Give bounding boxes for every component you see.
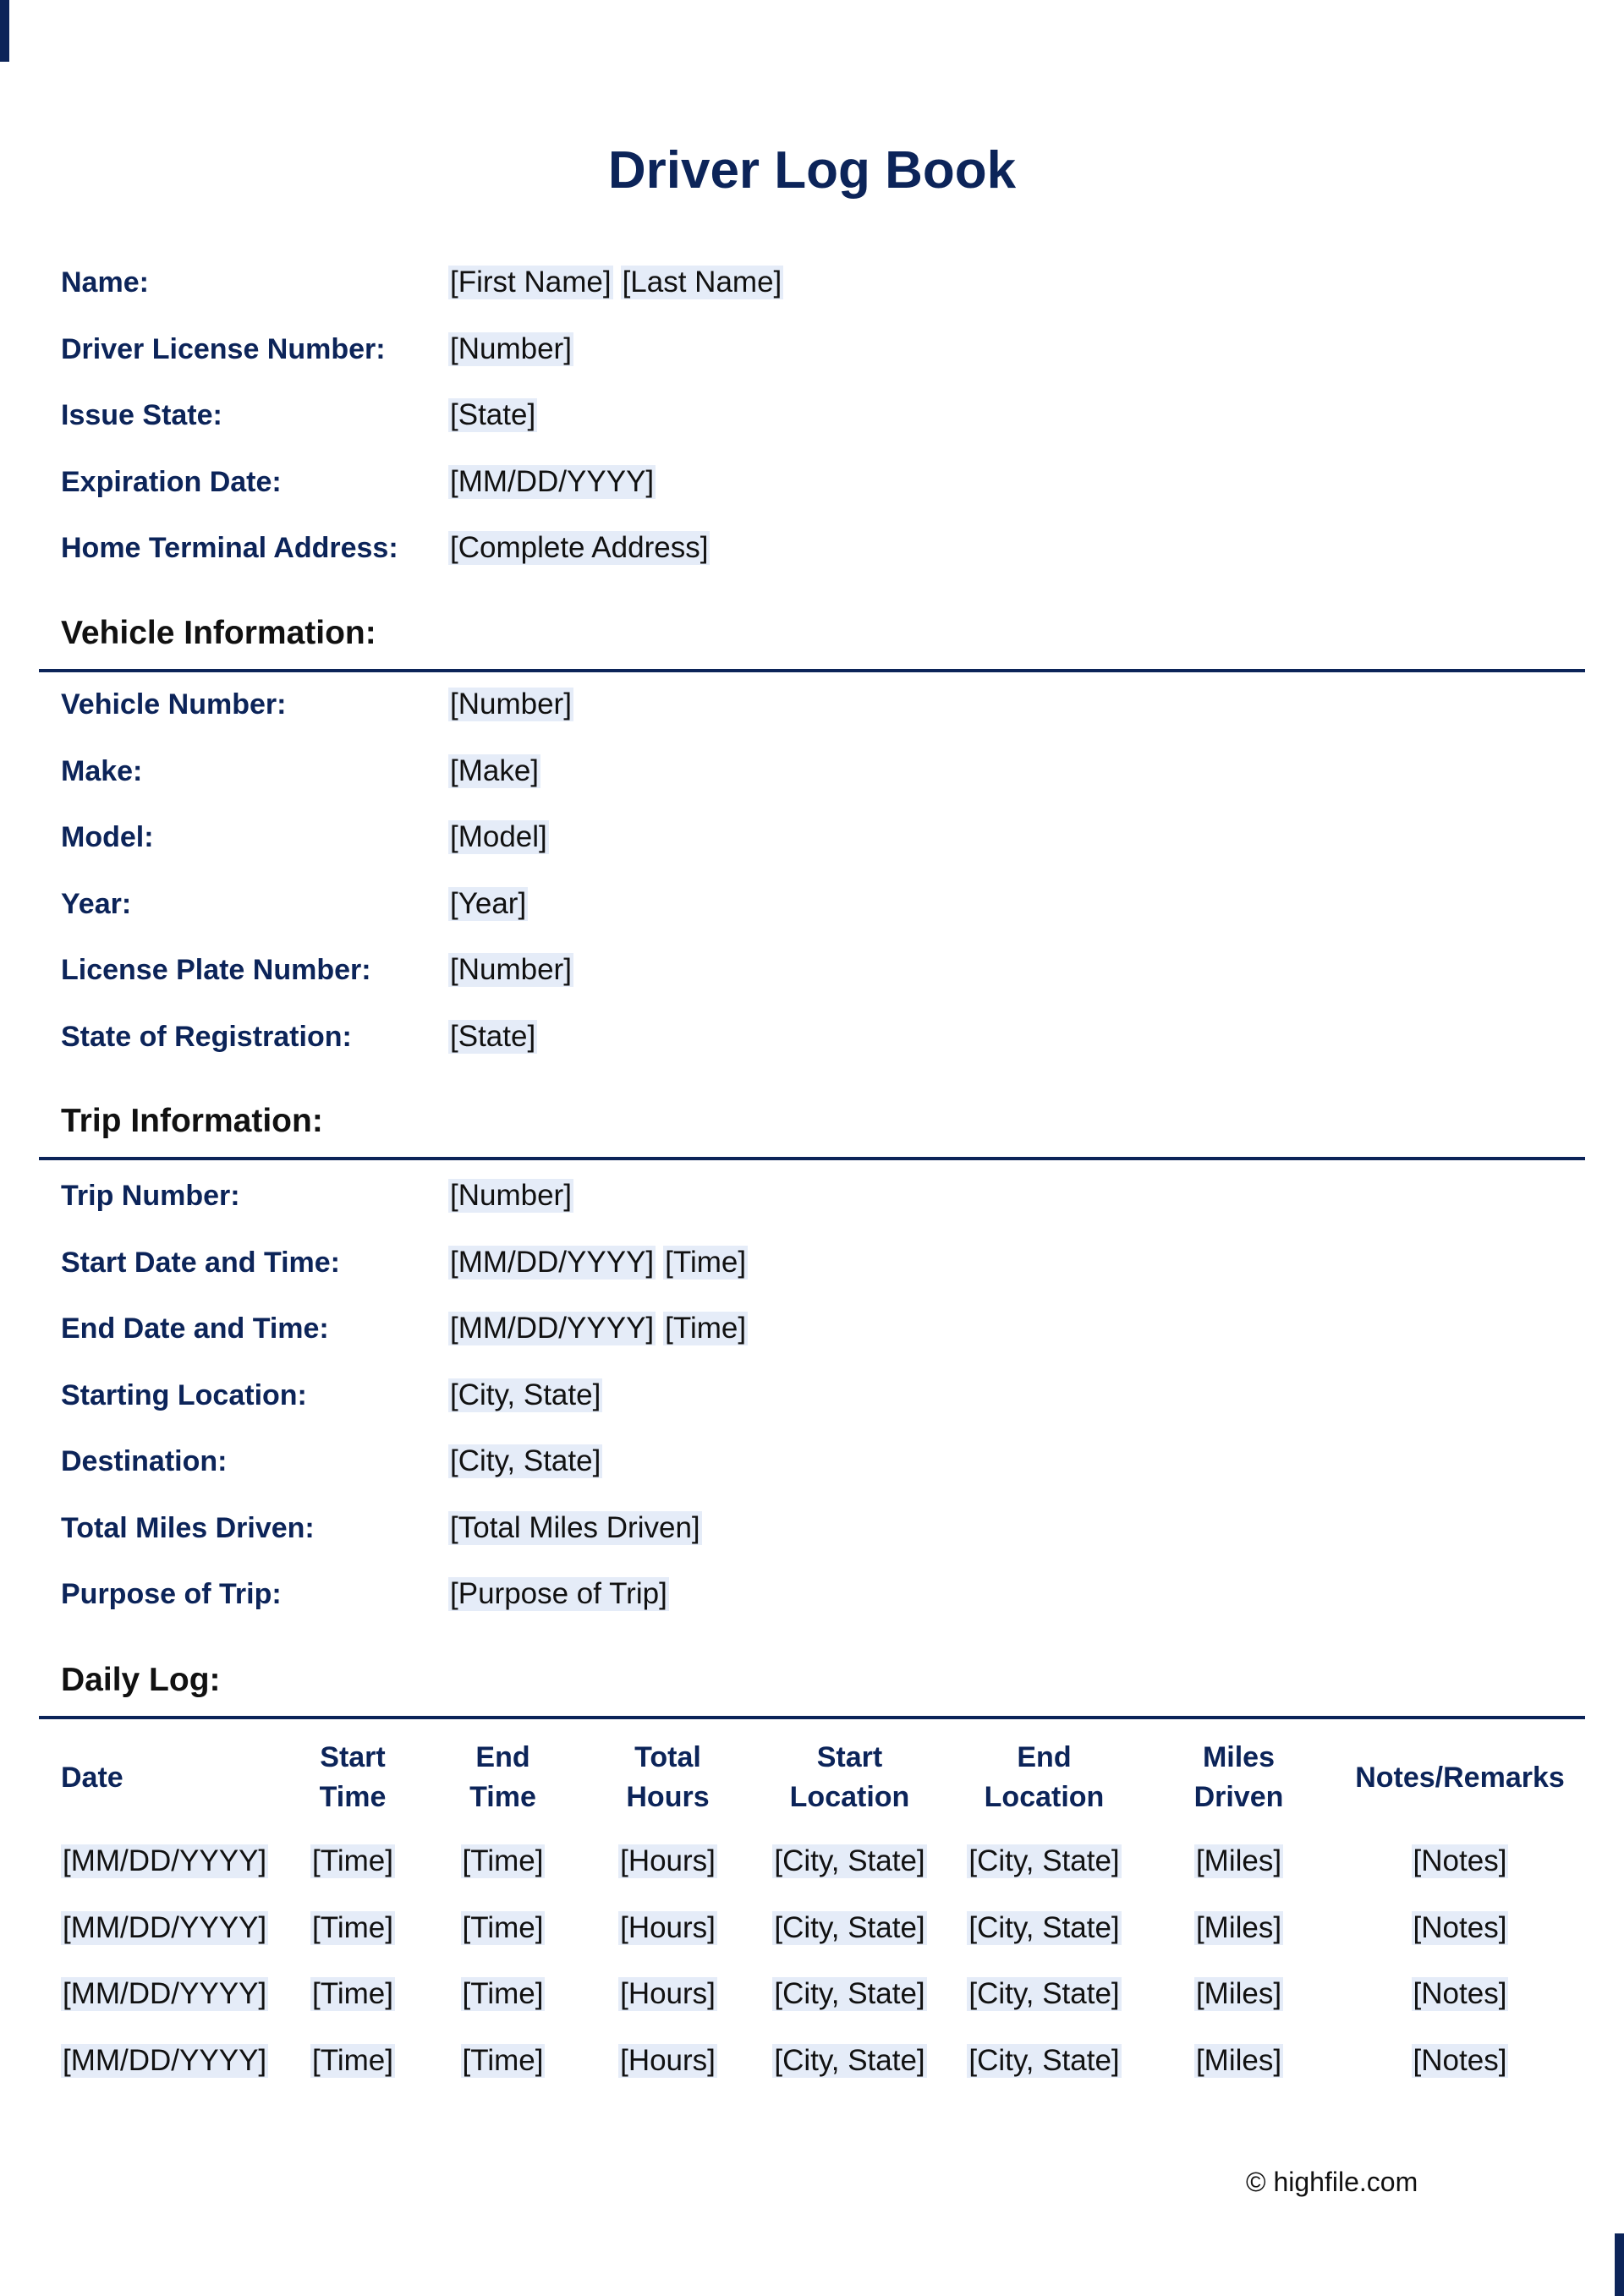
placeholder-field[interactable]: [City, State]: [968, 1844, 1120, 1877]
field-label: Name:: [61, 266, 149, 299]
placeholder-field[interactable]: [Hours]: [620, 1910, 716, 1944]
field-label: Home Terminal Address:: [61, 532, 398, 564]
field-values: [448, 266, 791, 299]
placeholder-field[interactable]: [Total Miles Driven]: [450, 1510, 700, 1544]
log-cell: [1347, 1840, 1573, 1882]
daily-log-heading: Daily Log:: [61, 1662, 221, 1698]
log-column-header-end-time: End Time: [469, 1741, 536, 1813]
field-values: [448, 1312, 755, 1345]
field-values: [448, 820, 557, 854]
log-cell: [294, 1907, 412, 1949]
field-label: Destination:: [61, 1445, 228, 1477]
page-title: Driver Log Book: [607, 141, 1017, 200]
placeholder-field[interactable]: [Notes]: [1413, 1910, 1507, 1944]
driver-field-name: [61, 261, 1583, 304]
placeholder-field[interactable]: [Time]: [665, 1245, 747, 1279]
vehicle-field-vehicle-number: [61, 683, 1583, 726]
log-cell: [442, 2040, 564, 2082]
log-cell: [61, 1907, 281, 1949]
field-values: [448, 688, 581, 721]
log-cell: [767, 1840, 932, 1882]
driver-field-issue-state: [61, 394, 1583, 436]
log-column-header-end-location: End Location: [984, 1741, 1105, 1813]
field-values: [448, 465, 663, 499]
trip-field-starting-location: [61, 1374, 1583, 1417]
field-label: Purpose of Trip:: [61, 1578, 282, 1610]
placeholder-field[interactable]: [Time]: [312, 1844, 393, 1877]
field-label: Start Date and Time:: [61, 1246, 341, 1279]
trip-field-destination: [61, 1440, 1583, 1482]
log-column-header-miles-driven: Miles Driven: [1193, 1741, 1284, 1813]
vehicle-section-heading: Vehicle Information:: [61, 615, 376, 651]
field-label: Total Miles Driven:: [61, 1511, 315, 1544]
placeholder-field[interactable]: [Miles]: [1195, 2043, 1282, 2077]
log-cell: [767, 1907, 932, 1949]
trip-section-heading: Trip Information:: [61, 1103, 323, 1139]
vehicle-field-make: [61, 750, 1583, 792]
log-cell: [1347, 2040, 1573, 2082]
field-label: Starting Location:: [61, 1378, 307, 1411]
vehicle-field-state-of-registration: [61, 1016, 1583, 1058]
field-values: [448, 887, 535, 921]
trip-field-trip-number: [61, 1175, 1583, 1217]
field-values: [448, 332, 581, 366]
placeholder-field[interactable]: [MM/DD/YYYY]: [450, 1245, 655, 1279]
log-cell: [957, 1907, 1131, 1949]
placeholder-field[interactable]: [First Name]: [450, 266, 612, 299]
placeholder-field[interactable]: [City, State]: [774, 1844, 925, 1877]
placeholder-field[interactable]: [Miles]: [1195, 1844, 1282, 1877]
field-label: State of Registration:: [61, 1020, 352, 1053]
log-cell: [1347, 1973, 1573, 2015]
field-label: Make:: [61, 754, 143, 787]
placeholder-field[interactable]: [Purpose of Trip]: [450, 1577, 667, 1610]
placeholder-field[interactable]: [Year]: [450, 886, 527, 920]
placeholder-field[interactable]: [Model]: [450, 820, 547, 853]
placeholder-field[interactable]: [Notes]: [1413, 1844, 1507, 1877]
trip-field-end-date-and-time: [61, 1307, 1583, 1350]
placeholder-field[interactable]: [MM/DD/YYYY]: [63, 1977, 267, 2010]
log-cell: [598, 1840, 738, 1882]
field-label: License Plate Number:: [61, 954, 371, 986]
copyright-footer: © highfile.com: [1246, 2167, 1418, 2197]
placeholder-field[interactable]: [City, State]: [450, 1444, 601, 1477]
field-values: [448, 1246, 755, 1280]
vehicle-field-model: [61, 816, 1583, 858]
accent-bar-top: [0, 0, 9, 62]
log-column-header-notes-remarks: Notes/Remarks: [1355, 1761, 1565, 1794]
accent-bar-bottom: [1615, 2233, 1624, 2296]
field-label: Driver License Number:: [61, 332, 386, 365]
placeholder-field[interactable]: [MM/DD/YYYY]: [450, 1312, 655, 1345]
placeholder-field[interactable]: [Hours]: [620, 2043, 716, 2077]
field-values: [448, 953, 581, 987]
placeholder-field[interactable]: [Miles]: [1195, 1910, 1282, 1944]
log-cell: [442, 1973, 564, 2015]
field-values: [448, 1378, 610, 1412]
placeholder-field[interactable]: [City, State]: [968, 1977, 1120, 2010]
placeholder-field[interactable]: [MM/DD/YYYY]: [63, 1910, 267, 1944]
placeholder-field[interactable]: [Hours]: [620, 1977, 716, 2010]
log-cell: [1169, 1907, 1309, 1949]
log-cell: [598, 2040, 738, 2082]
placeholder-field[interactable]: [State]: [450, 1019, 536, 1053]
field-label: End Date and Time:: [61, 1312, 329, 1345]
placeholder-field[interactable]: [Number]: [450, 332, 572, 365]
log-column-header-total-hours: Total Hours: [626, 1741, 710, 1813]
log-cell: [61, 1973, 281, 2015]
placeholder-field[interactable]: [Time]: [312, 2043, 393, 2077]
placeholder-field[interactable]: [Notes]: [1413, 1977, 1507, 2010]
placeholder-field[interactable]: [City, State]: [774, 2043, 925, 2077]
placeholder-field[interactable]: [Time]: [462, 1977, 544, 2010]
log-cell: [1169, 1840, 1309, 1882]
placeholder-field[interactable]: [Miles]: [1195, 1977, 1282, 2010]
placeholder-field[interactable]: [Number]: [450, 1179, 572, 1212]
placeholder-field[interactable]: [State]: [450, 398, 536, 431]
placeholder-field[interactable]: [City, State]: [968, 2043, 1120, 2077]
daily-log-divider: [39, 1716, 1585, 1719]
field-label: Expiration Date:: [61, 465, 282, 498]
placeholder-field[interactable]: [Make]: [450, 753, 540, 787]
field-values: [448, 1020, 545, 1054]
log-cell: [957, 1973, 1131, 2015]
placeholder-field[interactable]: [MM/DD/YYYY]: [63, 1844, 267, 1877]
placeholder-field[interactable]: [Number]: [450, 688, 572, 721]
placeholder-field[interactable]: [Last Name]: [622, 266, 782, 299]
field-values: [448, 1511, 710, 1545]
placeholder-field[interactable]: [Time]: [312, 1910, 393, 1944]
log-cell: [61, 1840, 281, 1882]
log-cell: [598, 1907, 738, 1949]
field-values: [448, 1444, 610, 1478]
vehicle-section-divider: [39, 669, 1585, 672]
vehicle-field-year: [61, 883, 1583, 925]
log-cell: [767, 1973, 932, 2015]
placeholder-field[interactable]: [Time]: [462, 2043, 544, 2077]
field-values: [448, 398, 545, 432]
placeholder-field[interactable]: [Notes]: [1413, 2043, 1507, 2077]
log-column-header-date: Date: [61, 1761, 123, 1794]
placeholder-field[interactable]: [City, State]: [774, 1977, 925, 2010]
log-cell: [598, 1973, 738, 2015]
placeholder-field[interactable]: [Time]: [462, 1844, 544, 1877]
placeholder-field[interactable]: [MM/DD/YYYY]: [63, 2043, 267, 2077]
log-cell: [767, 2040, 932, 2082]
field-values: [448, 754, 548, 788]
placeholder-field[interactable]: [MM/DD/YYYY]: [450, 464, 655, 498]
placeholder-field[interactable]: [Complete Address]: [450, 531, 709, 564]
field-label: Model:: [61, 821, 154, 853]
log-cell: [294, 1840, 412, 1882]
log-cell: [442, 1907, 564, 1949]
field-label: Issue State:: [61, 399, 222, 431]
driver-field-driver-license-number: [61, 328, 1583, 370]
trip-section-divider: [39, 1157, 1585, 1160]
vehicle-field-license-plate-number: [61, 949, 1583, 991]
field-label: Year:: [61, 887, 132, 920]
log-column-header-start-location: Start Location: [789, 1741, 910, 1813]
log-cell: [294, 1973, 412, 2015]
placeholder-field[interactable]: [Time]: [665, 1312, 747, 1345]
driver-field-home-terminal-address: [61, 527, 1583, 569]
field-label: Vehicle Number:: [61, 688, 287, 721]
placeholder-field[interactable]: [City, State]: [968, 1910, 1120, 1944]
log-column-header-start-time: Start Time: [319, 1741, 387, 1813]
log-cell: [1169, 1973, 1309, 2015]
trip-field-purpose-of-trip: [61, 1573, 1583, 1615]
log-cell: [61, 2040, 281, 2082]
placeholder-field[interactable]: [Time]: [462, 1910, 544, 1944]
placeholder-field[interactable]: [City, State]: [450, 1378, 601, 1411]
trip-field-start-date-and-time: [61, 1241, 1583, 1284]
log-cell: [957, 2040, 1131, 2082]
log-cell: [294, 2040, 412, 2082]
placeholder-field[interactable]: [Number]: [450, 953, 572, 986]
driver-field-expiration-date: [61, 461, 1583, 503]
trip-field-total-miles-driven: [61, 1507, 1583, 1549]
placeholder-field[interactable]: [Time]: [312, 1977, 393, 2010]
placeholder-field[interactable]: [Hours]: [620, 1844, 716, 1877]
field-values: [448, 1577, 677, 1611]
field-label: Trip Number:: [61, 1180, 240, 1212]
field-values: [448, 531, 717, 565]
field-values: [448, 1179, 581, 1213]
log-cell: [442, 1840, 564, 1882]
placeholder-field[interactable]: [City, State]: [774, 1910, 925, 1944]
log-cell: [957, 1840, 1131, 1882]
log-cell: [1347, 1907, 1573, 1949]
log-cell: [1169, 2040, 1309, 2082]
